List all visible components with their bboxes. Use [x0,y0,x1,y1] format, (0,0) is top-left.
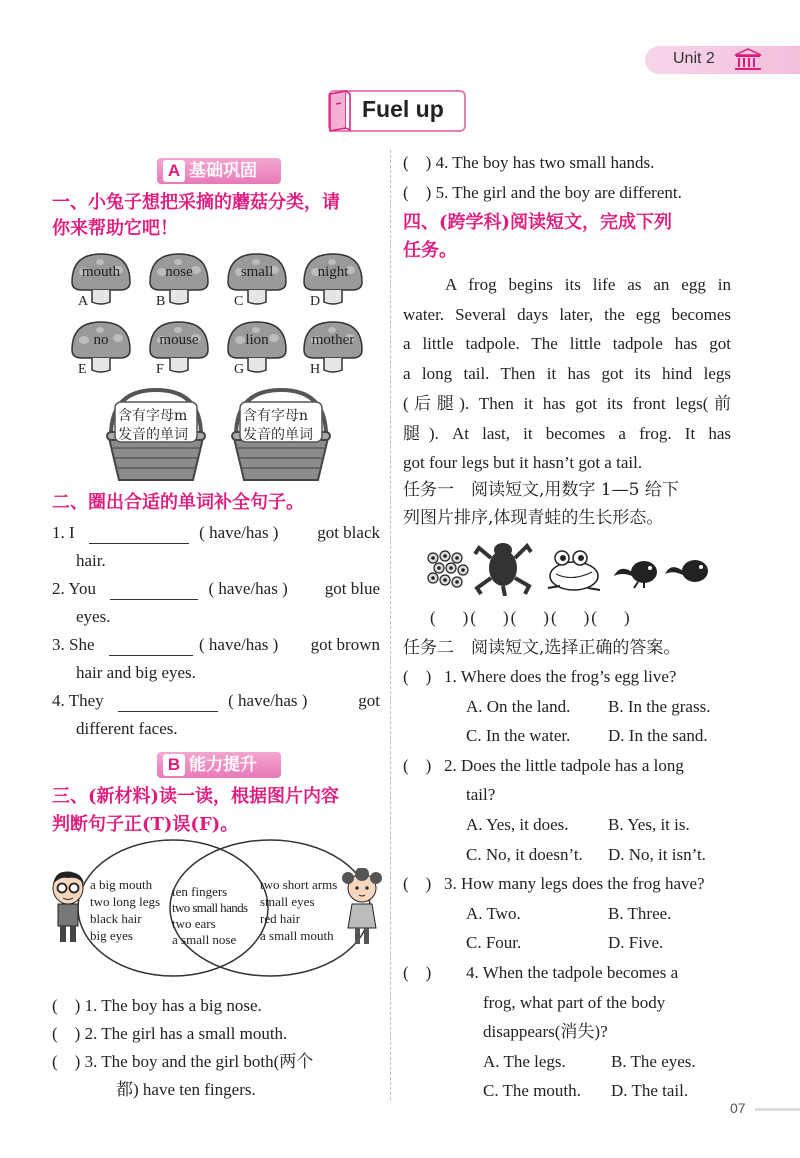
mushroom-word: night [317,264,349,280]
venn-right-item: a small mouth [260,928,334,943]
passage-line: a long tail. Then it has got its hind legs [403,364,731,384]
answer-paren[interactable]: ( ) [403,183,432,202]
q2-rest: got [358,691,380,710]
book-icon [326,90,354,132]
option-text: A. The legs. [483,1051,566,1071]
q2-item-1 [52,522,380,544]
option-text: A. On the land. [466,696,571,716]
venn-right-item: small eyes [260,894,315,909]
question-text: 3. How many legs does the frog have? [444,874,705,894]
answer-paren[interactable]: ( ) [403,153,432,172]
q2-num: 3. She [52,635,95,654]
mushroom-item[interactable] [226,250,288,316]
answer-blank[interactable] [118,693,218,712]
option-text: A. Yes, it does. [466,815,569,834]
mushroom-word: mouse [159,332,199,348]
girl-icon [340,868,384,948]
passage-line: 腿). At last, it becomes a frog. It has [403,423,731,443]
unit-label: Unit 2 [673,50,715,67]
q2-item-4-cont: different faces. [76,719,178,738]
q2-item-2-cont: eyes. [76,607,111,626]
option-text: D. Five. [608,933,664,953]
q2-choice: ( have/has ) [199,523,279,542]
column-divider [390,150,391,1100]
page-number-rule [755,1108,800,1111]
q2-title: 二、圈出合适的单词补全句子。 [52,492,304,513]
basket2-line2: 发音的单词 [243,427,313,443]
mushroom-word: small [240,264,274,280]
passage-line: A frog begins its life as an egg in [445,275,731,294]
venn-mid-item: ten fingers [172,884,228,899]
q1-title-2: 你来帮助它吧！ [52,218,178,239]
task1-line2: 列图片排序,体现青蛙的生长形态。 [403,508,664,528]
option-text: B. Yes, it is. [608,815,690,834]
tf-item-2 [52,1023,287,1045]
basket2-line1: 含有字母n [243,408,309,424]
q2-choice: ( have/has ) [208,579,288,598]
q2-item-3 [52,634,380,656]
q1-title-1: 一、小兔子想把采摘的蘑菇分类，请 [52,192,340,213]
venn-mid-item: two ears [172,916,216,931]
passage-line: got four legs but it hasn’t got a tail. [403,453,643,473]
section-b-letter: B [163,754,185,776]
option-text: C. In the water. [466,726,571,746]
venn-right-item: two short arms [260,877,338,892]
q2-num: 2. You [52,579,96,598]
option-text: C. No, it doesn’t. [466,844,583,864]
q2-choice: ( have/has ) [199,635,279,654]
question-text-cont: tail? [466,785,496,805]
tf-text: 4. The boy has two small hands. [435,153,655,172]
answer-paren[interactable]: ( ) [403,874,432,894]
section-a-badge [157,158,281,184]
page-number: 07 [730,1100,746,1116]
tf-item-3 [52,1051,313,1073]
mushroom-letter: G [234,362,245,377]
option-text: A. Two. [466,903,521,923]
froglet-icon [473,540,535,596]
question-text-cont: disappears(消失)? [483,1022,608,1042]
mushroom-letter: H [310,362,321,377]
option-text: B. The eyes. [611,1051,696,1071]
mushroom-item[interactable] [148,250,210,316]
q2-item-4 [52,690,380,712]
venn-middle [172,884,248,948]
q2-num: 4. They [52,691,104,710]
mushroom-item[interactable] [70,250,132,316]
tf-text: 2. The girl has a small mouth. [84,1024,288,1043]
q2-rest: got black [317,523,380,542]
answer-paren[interactable]: ( ) [52,996,81,1015]
mushroom-word: no [93,332,109,348]
q2-item-2 [52,578,380,600]
option-text: C. The mouth. [483,1081,581,1101]
q2-rest: got blue [324,579,380,598]
answer-paren[interactable]: ( ) [403,963,432,982]
mushroom-letter: A [78,294,89,309]
venn-right [260,876,337,944]
mushroom-letter: F [156,362,164,377]
answer-paren[interactable]: ( ) [403,667,432,686]
basket1-line2: 发音的单词 [118,427,188,443]
venn-left-item: a big mouth [90,877,153,892]
mushroom-word: nose [165,264,193,280]
venn-mid-item: a small nose [172,932,237,947]
option-text: D. In the sand. [608,726,708,746]
option-text: D. No, it isn’t. [608,844,706,864]
q2-item-1-cont: hair. [76,551,106,570]
tf-item-1 [52,995,262,1017]
q3-title-1: 三、(新材料)读一读，根据图片内容 [52,786,340,807]
section-b-badge [157,752,281,778]
mushroom-item[interactable] [226,318,288,384]
unit-tab [645,46,800,74]
section-a-letter: A [163,160,185,182]
mushroom-item[interactable] [148,318,210,384]
venn-left-item: black hair [90,911,142,926]
q3-title-2: 判断句子正(T)误(F)。 [52,814,239,835]
basket1-line1: 含有字母m [118,408,188,424]
section-b-text: 能力提升 [189,755,257,775]
q4-title-2: 任务。 [403,240,457,261]
tadpole-icon [663,556,711,586]
option-text: B. In the grass. [608,696,711,716]
venn-left-item: two long legs [90,894,161,909]
answer-paren[interactable]: ( ) [52,1024,81,1043]
task1-line1: 任务一 阅读短文,用数字 1—5 给下 [403,480,679,500]
tf-item-3-cont: 都) have ten fingers. [116,1080,256,1099]
answer-blank[interactable] [89,525,189,544]
mushroom-item[interactable] [302,250,364,316]
answer-paren[interactable]: ( ) [403,755,432,775]
mushroom-letter: D [310,294,321,309]
frog-eggs-icon [425,548,473,592]
mushroom-letter: C [234,294,244,309]
task2-title: 任务二 阅读短文,选择正确的答案。 [403,638,681,658]
building-icon [733,48,763,72]
passage-line: water. Several days later, the egg becomes [403,304,731,324]
boy-icon [48,870,88,946]
mushroom-word: mother [311,332,355,348]
section-a-text: 基础巩固 [189,161,257,181]
question-text-cont: frog, what part of the body [483,992,666,1012]
tf-text: 5. The girl and the boy are different. [435,183,682,202]
venn-mid-item: two small hands [172,900,248,915]
title-box [328,90,466,132]
tf-text: 1. The boy has a big nose. [84,996,262,1015]
frog-icon [542,546,604,594]
answer-blank[interactable] [110,581,198,600]
venn-right-item: red hair [260,911,301,926]
venn-left [90,876,160,944]
mushroom-word: lion [245,332,269,348]
passage-line: a little tadpole. The little tadpole has got [403,334,731,354]
option-text: D. The tail. [611,1081,689,1101]
mushroom-letter: E [78,362,87,377]
question-text: 1. Where does the frog’s egg live? [444,667,677,686]
mushroom-word: mouth [81,264,121,280]
q4-title-1: 四、(跨学科)阅读短文，完成下列 [403,212,673,233]
order-blanks[interactable]: ( )( )( )( )( ) [430,608,632,627]
option-text: B. Three. [608,903,672,923]
tf-text: 3. The boy and the girl both(两个 [84,1052,314,1071]
page-title: Fuel up [362,96,444,122]
q2-num: 1. I [52,523,75,542]
answer-paren[interactable]: ( ) [52,1052,81,1071]
question-text: 4. When the tadpole becomes a [466,963,679,982]
q2-rest: got brown [310,635,380,654]
q2-choice: ( have/has ) [228,691,308,710]
tf-item-5 [403,182,682,204]
passage-line: (后腿). Then it has got its front legs(前 [403,393,731,413]
mushroom-item[interactable] [302,318,364,384]
tadpole-legs-icon [612,554,660,590]
q2-item-3-cont: hair and big eyes. [76,663,196,682]
venn-left-item: big eyes [90,928,133,943]
answer-blank[interactable] [109,637,193,656]
mushroom-item[interactable] [70,318,132,384]
tf-item-4 [403,152,654,174]
question-text: 2. Does the little tadpole has a long [444,755,684,775]
mushroom-letter: B [156,294,166,309]
passage [403,270,731,478]
option-text: C. Four. [466,933,522,953]
